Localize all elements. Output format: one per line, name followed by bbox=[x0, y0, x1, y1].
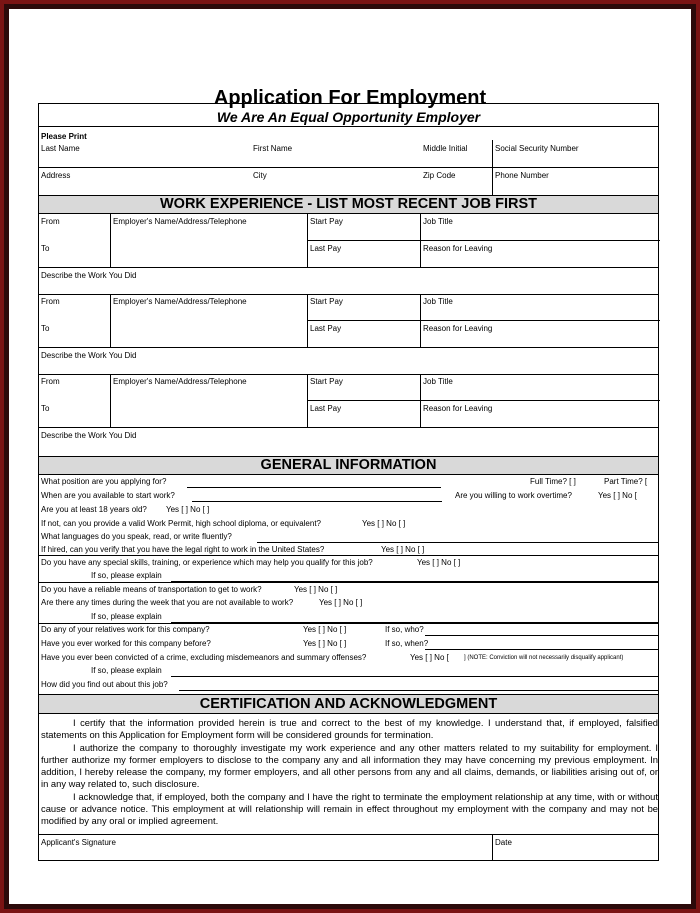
ssn-field[interactable]: Social Security Number bbox=[495, 144, 579, 153]
last-pay-field[interactable]: Last Pay bbox=[310, 244, 342, 253]
divider bbox=[492, 834, 493, 861]
transportation-yes-no[interactable]: Yes [ ] No [ ] bbox=[294, 585, 338, 594]
employer-field[interactable]: Employer's Name/Address/Telephone bbox=[113, 217, 247, 226]
skills-explain-label: If so, please explain bbox=[91, 571, 162, 580]
reason-leaving-field[interactable]: Reason for Leaving bbox=[423, 404, 493, 413]
certification-text bbox=[41, 717, 658, 828]
divider bbox=[39, 374, 658, 375]
divider bbox=[39, 167, 658, 168]
from-field[interactable]: From bbox=[41, 217, 60, 226]
page-title: Application For Employment bbox=[213, 87, 487, 109]
document-page bbox=[9, 9, 691, 904]
conviction-yes-no[interactable]: Yes [ ] No [ bbox=[410, 653, 449, 662]
conviction-explain-label: If so, please explain bbox=[91, 666, 162, 675]
availability-question: When are you available to start work? bbox=[41, 491, 175, 500]
divider bbox=[307, 400, 660, 401]
divider bbox=[39, 555, 658, 556]
job-title-field[interactable]: Job Title bbox=[423, 377, 453, 386]
signature-field[interactable]: Applicant's Signature bbox=[41, 838, 116, 847]
describe-work-field[interactable]: Describe the Work You Did bbox=[41, 351, 137, 360]
start-pay-field[interactable]: Start Pay bbox=[310, 297, 343, 306]
worked-when-label: If so, when? bbox=[385, 639, 429, 648]
work-permit-question: If not, can you provide a valid Work Permit, high school diploma, or equivalent? bbox=[41, 519, 321, 528]
last-pay-field[interactable]: Last Pay bbox=[310, 404, 342, 413]
city-field[interactable]: City bbox=[253, 171, 267, 180]
worked-before-question: Have you ever worked for this company before? bbox=[41, 639, 211, 648]
please-print-label: Please Print bbox=[41, 132, 87, 141]
relatives-who-label: If so, who? bbox=[385, 625, 424, 634]
employer-field[interactable]: Employer's Name/Address/Telephone bbox=[113, 297, 247, 306]
divider bbox=[110, 294, 111, 347]
from-field[interactable]: From bbox=[41, 377, 60, 386]
part-time-checkbox[interactable]: Part Time? [ bbox=[604, 477, 648, 486]
conviction-question: Have you ever been convicted of a crime, excluding misdemeanors and summary offenses? bbox=[41, 653, 367, 662]
availability-answer-line[interactable] bbox=[192, 501, 442, 502]
divider bbox=[39, 623, 658, 624]
worked-before-yes-no[interactable]: Yes [ ] No [ ] bbox=[303, 639, 347, 648]
overtime-question: Are you willing to work overtime? bbox=[455, 491, 572, 500]
employer-field[interactable]: Employer's Name/Address/Telephone bbox=[113, 377, 247, 386]
legal-right-yes-no[interactable]: Yes [ ] No [ ] bbox=[381, 545, 425, 554]
middle-initial-field[interactable]: Middle Initial bbox=[423, 144, 468, 153]
describe-work-field[interactable]: Describe the Work You Did bbox=[41, 271, 137, 280]
times-explain-label: If so, please explain bbox=[91, 612, 162, 621]
divider bbox=[39, 834, 658, 835]
to-field[interactable]: To bbox=[41, 244, 50, 253]
full-time-checkbox[interactable]: Full Time? [ ] bbox=[530, 477, 576, 486]
relatives-who-line[interactable] bbox=[425, 635, 658, 636]
describe-work-field[interactable]: Describe the Work You Did bbox=[41, 431, 137, 440]
divider bbox=[39, 267, 658, 268]
divider bbox=[110, 214, 111, 267]
start-pay-field[interactable]: Start Pay bbox=[310, 217, 343, 226]
reason-leaving-field[interactable]: Reason for Leaving bbox=[423, 324, 493, 333]
authorization-paragraph: I authorize the company to thoroughly investigate my work experience and any other matters related to my suitability for employment. I further authorize my former employers to disclose to the company any and all information they may have concerning my previous employment. In addition, I hereby release the company, my former employers, and all other persons from any and all claims, demands, or liabilities arising out of, or in any way related to, such disclosure. bbox=[41, 741, 658, 790]
certification-paragraph: I certify that the information provided herein is true and correct to the best of my knowledge. I understand that, if employed, falsified statements on this Application for Employment form will be considered grounds for termination. bbox=[41, 717, 658, 741]
skills-yes-no[interactable]: Yes [ ] No [ ] bbox=[417, 558, 461, 567]
work-permit-yes-no[interactable]: Yes [ ] No [ ] bbox=[362, 519, 406, 528]
conviction-note: ] (NOTE: Conviction will not necessarily disqualify applicant) bbox=[464, 655, 624, 661]
from-field[interactable]: From bbox=[41, 297, 60, 306]
last-pay-field[interactable]: Last Pay bbox=[310, 324, 342, 333]
availability-times-yes-no[interactable]: Yes [ ] No [ ] bbox=[319, 598, 363, 607]
job-source-question: How did you find out about this job? bbox=[41, 680, 168, 689]
divider bbox=[39, 126, 658, 127]
position-answer-line[interactable] bbox=[187, 487, 441, 488]
first-name-field[interactable]: First Name bbox=[253, 144, 293, 153]
phone-field[interactable]: Phone Number bbox=[495, 171, 549, 180]
relatives-yes-no[interactable]: Yes [ ] No [ ] bbox=[303, 625, 347, 634]
subtitle: We Are An Equal Opportunity Employer bbox=[216, 109, 481, 125]
position-question: What position are you applying for? bbox=[41, 477, 167, 486]
job-title-field[interactable]: Job Title bbox=[423, 217, 453, 226]
conviction-explain-line[interactable] bbox=[171, 676, 658, 677]
divider bbox=[307, 240, 660, 241]
job-source-line[interactable] bbox=[179, 690, 658, 691]
application-form bbox=[38, 103, 659, 861]
reason-leaving-field[interactable]: Reason for Leaving bbox=[423, 244, 493, 253]
certification-header: CERTIFICATION AND ACKNOWLEDGMENT bbox=[39, 694, 658, 714]
divider bbox=[39, 582, 658, 583]
address-field[interactable]: Address bbox=[41, 171, 71, 180]
to-field[interactable]: To bbox=[41, 404, 50, 413]
work-experience-header: WORK EXPERIENCE - LIST MOST RECENT JOB FIRST bbox=[39, 195, 658, 214]
transportation-question: Do you have a reliable means of transportation to get to work? bbox=[41, 585, 262, 594]
age-yes-no[interactable]: Yes [ ] No [ ] bbox=[166, 505, 210, 514]
divider bbox=[39, 347, 658, 348]
languages-question: What languages do you speak, read, or write fluently? bbox=[41, 532, 232, 541]
overtime-yes-no[interactable]: Yes [ ] No [ bbox=[598, 491, 637, 500]
languages-answer-line[interactable] bbox=[257, 542, 658, 543]
general-information-header: GENERAL INFORMATION bbox=[39, 456, 658, 475]
divider bbox=[110, 374, 111, 427]
skills-question: Do you have any special skills, training, or experience which may help you qualify for this job? bbox=[41, 558, 373, 567]
legal-right-question: If hired, can you verify that you have the legal right to work in the United States? bbox=[41, 545, 325, 554]
availability-times-question: Are there any times during the week that you are not available to work? bbox=[41, 598, 294, 607]
to-field[interactable]: To bbox=[41, 324, 50, 333]
worked-when-line[interactable] bbox=[425, 649, 658, 650]
age-question: Are you at least 18 years old? bbox=[41, 505, 147, 514]
zip-field[interactable]: Zip Code bbox=[423, 171, 456, 180]
divider bbox=[39, 294, 658, 295]
start-pay-field[interactable]: Start Pay bbox=[310, 377, 343, 386]
date-field[interactable]: Date bbox=[495, 838, 512, 847]
divider bbox=[307, 320, 660, 321]
last-name-field[interactable]: Last Name bbox=[41, 144, 80, 153]
divider bbox=[39, 427, 658, 428]
acknowledgment-paragraph: I acknowledge that, if employed, both the company and I have the right to terminate the employment relationship at any time, with or without cause or advance notice. This employment at will relationship will remain in effect throughout my employment with the company and may not be modified by any oral or implied agreement. bbox=[41, 790, 658, 827]
relatives-question: Do any of your relatives work for this company? bbox=[41, 625, 210, 634]
job-title-field[interactable]: Job Title bbox=[423, 297, 453, 306]
